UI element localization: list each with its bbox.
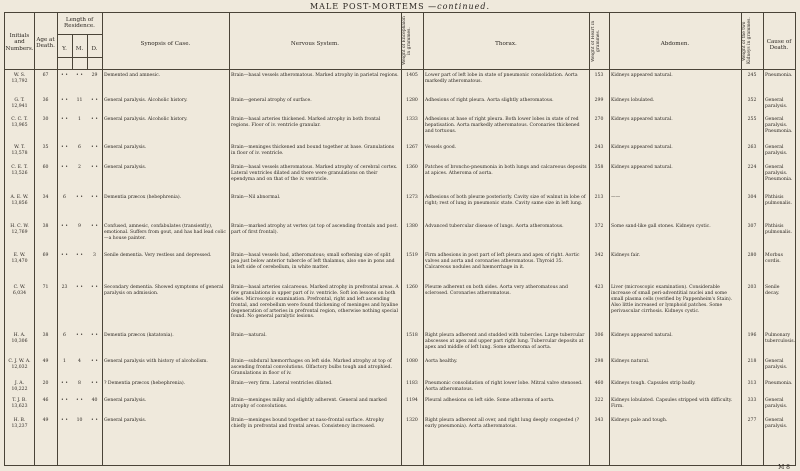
cell-years: 6: [63, 333, 66, 338]
cell-kidney-weight: 245: [747, 73, 757, 78]
cell-nervous-system: Brain—meninges thickened and bound together at base. Granulations in floor of iv. ventricle.: [231, 145, 395, 156]
cell-abdomen: Kidneys pale and tough.: [611, 418, 668, 423]
cell-cause: Pulmonary tuberculosis.: [765, 333, 796, 344]
cell-months: 6: [78, 145, 81, 150]
cell-synopsis: General paralysis.: [104, 418, 147, 423]
cell-initials: H. A. 10,306: [6, 333, 33, 345]
cell-brain-weight: 1380: [406, 224, 418, 229]
cell-abdomen: Some sand-like gall stones. Kidneys cystic.: [611, 224, 711, 229]
cell-thorax: Pleuræ adherent on both sides. Aorta very atheromatous and sclerosed. Coronaries atheromatous.: [425, 285, 568, 296]
cell-nervous-system: Brain—meninges bound together at naso-frontal surface. Atrophy chiefly in prefrontal and frontal areas. Consistency increased.: [231, 418, 384, 429]
cell-heart-weight: 270: [594, 117, 604, 122]
cell-age: 34: [42, 195, 49, 200]
cell-heart-weight: 423: [594, 285, 604, 290]
cell-kidney-weight: 255: [747, 117, 757, 122]
cell-years: • •: [61, 98, 68, 103]
cell-kidney-weight: 196: [747, 333, 757, 338]
cell-heart-weight: 299: [594, 98, 604, 103]
cell-kidney-weight: 277: [747, 418, 757, 423]
cell-nervous-system: Brain—Nil abnormal.: [231, 195, 281, 200]
cell-months: • •: [76, 285, 83, 290]
cell-cause: General paralysis.: [765, 359, 788, 370]
cell-months: 8: [78, 381, 81, 386]
page-footer: M 8: [778, 464, 790, 471]
cell-synopsis: Confused, amnesic, confabulates (transiently), emotional. Suffers from gout, and has had lead colic —a house painter.: [104, 224, 226, 241]
cell-age: 20: [42, 381, 49, 386]
header-m: M.: [75, 46, 84, 52]
cell-thorax: Vessels good.: [425, 145, 457, 150]
cell-months: 9: [78, 224, 81, 229]
cell-thorax: Adhesions of right pleura. Aorta slightly atheromatous.: [425, 98, 554, 103]
cell-synopsis: Senile dementia. Very restless and depressed.: [104, 253, 212, 258]
cell-thorax: Advanced tubercular disease of lungs. Aorta atheromatous.: [425, 224, 564, 229]
cell-heart-weight: 213: [594, 195, 604, 200]
cell-heart-weight: 243: [594, 145, 604, 150]
cell-cause: Phthisis pulmonalis.: [765, 195, 792, 206]
cell-years: • •: [61, 224, 68, 229]
cell-thorax: Firm adhesions in post part of left pleura and apex of right. Aortic valves and aorta and coronaries atheromatous. Thyroid 35. Calcareous nodules and hæmorrhage in it.: [425, 253, 580, 270]
cell-months: 10: [76, 418, 83, 423]
cell-cause: Pneumonia.: [765, 73, 793, 78]
header-heart-weight: Weight of Heart in grammes.: [591, 20, 601, 62]
case-number: 13,856: [11, 200, 28, 206]
cell-days: • •: [91, 145, 98, 150]
cell-kidney-weight: 203: [747, 285, 757, 290]
cell-years: • •: [61, 73, 68, 78]
cell-synopsis: General paralysis. Alcoholic history.: [104, 117, 188, 122]
case-number: 6,034: [12, 290, 27, 296]
cell-nervous-system: Brain—meninges milky and slightly adherent. General and marked atrophy of convolutions.: [231, 398, 387, 409]
cell-nervous-system: Brain—marked atrophy at vertex (at top of ascending frontals and post. part of first frontal).: [231, 224, 399, 235]
cell-cause: General paralysis.: [765, 98, 788, 109]
cell-age: 38: [42, 224, 49, 229]
cell-initials: C. W. 6,034: [6, 285, 33, 297]
cell-synopsis: Dementia præcox (katatonia).: [104, 333, 174, 338]
cell-years: • •: [61, 398, 68, 403]
cell-age: 71: [42, 285, 49, 290]
cell-age: 49: [42, 418, 49, 423]
cell-nervous-system: Brain—basal arteries thickened. Marked atrophy in both frontal regions. Floor of iv. ventricle granular.: [231, 117, 381, 128]
cell-initials: C. C. T. 13,965: [6, 117, 33, 129]
cell-kidney-weight: 263: [747, 145, 757, 150]
case-number: 12,769: [11, 229, 28, 235]
header-initials: Initials and Numbers.: [5, 33, 34, 52]
cell-days: • •: [91, 117, 98, 122]
cell-brain-weight: 1360: [406, 165, 418, 170]
cell-brain-weight: 1333: [406, 117, 418, 122]
cell-brain-weight: 1194: [406, 398, 418, 403]
cell-initials: T. J. B. 13,623: [6, 398, 33, 410]
cell-thorax: Pneumonic consolidation of right lower lobe. Mitral valve stenosed. Aorta atheromatous.: [425, 381, 583, 392]
cell-cause: Morbus cordis.: [765, 253, 783, 264]
cell-brain-weight: 1267: [406, 145, 418, 150]
case-number: 12,941: [11, 103, 28, 109]
header-y: Y.: [62, 46, 67, 52]
cell-age: 69: [42, 253, 49, 258]
header-synopsis: Synopsis of Case.: [140, 41, 191, 47]
cell-synopsis: General paralysis.: [104, 145, 147, 150]
cell-age: 30: [42, 117, 49, 122]
cell-initials: W. T. 13,578: [6, 145, 33, 157]
cell-cause: Phthisis pulmonalis.: [765, 224, 792, 235]
cell-brain-weight: 1519: [406, 253, 418, 258]
cell-abdomen: Kidneys tough. Capsules strip badly.: [611, 381, 696, 386]
cell-months: • •: [76, 333, 83, 338]
header-nervous: Nervous System.: [290, 41, 340, 47]
cell-years: • •: [61, 418, 68, 423]
cell-thorax: Lower part of left lobe in state of pneumonic consolidation. Aorta markedly atheromatous.: [425, 73, 578, 84]
cell-cause: General paralysis. Pneumonia.: [765, 117, 793, 134]
cell-initials: W. S. 13,792: [6, 73, 33, 85]
case-number: 12,032: [11, 364, 28, 370]
cell-synopsis: Dementia præcox (hebephrenia).: [104, 195, 182, 200]
cell-cause: General paralysis.: [765, 398, 788, 409]
cell-heart-weight: 306: [594, 333, 604, 338]
cell-heart-weight: 343: [594, 418, 604, 423]
cell-months: • •: [76, 253, 83, 258]
cell-years: • •: [61, 253, 68, 258]
cell-abdomen: Liver (microscopic examination). Considerable increase of small peri-adventitial nuclei and some small plasma cells (verified by Pappenheim's Stain). Also little increased or lymphoid patches. Some perivascular cirrhosis. Kidneys cystic.: [611, 285, 733, 314]
cell-cause: Senile decay.: [765, 285, 780, 296]
cell-heart-weight: 358: [594, 165, 604, 170]
case-number: 13,623: [11, 403, 28, 409]
cell-heart-weight: 322: [594, 398, 604, 403]
cell-initials: H. C. W. 12,769: [6, 224, 33, 236]
case-number: 13,965: [11, 122, 28, 128]
cell-synopsis: General paralysis.: [104, 165, 147, 170]
header-age: Age at Death.: [36, 37, 55, 50]
cell-abdomen: ——: [611, 195, 621, 200]
cell-abdomen: Kidneys fair.: [611, 253, 640, 258]
cell-months: • •: [76, 398, 83, 403]
cell-thorax: Patches of broncho-pneumonia in both lungs and calcareous deposits at apices. Atheroma of aorta.: [425, 165, 587, 176]
cell-thorax: Adhesions of both pleuræ posteriorly. Cavity size of walnut in lobe of right; rest of lung in pneumonic state. Cavity same size in left lung.: [425, 195, 586, 206]
cell-nervous-system: Brain—very firm. Lateral ventricles dilated.: [231, 381, 333, 386]
cell-thorax: Right pleura adherent all over, and right lung deeply congested (? early pneumonia). Aorta atheromatous.: [425, 418, 580, 429]
cell-brain-weight: 1080: [406, 359, 418, 364]
cell-synopsis: General paralysis with history of alcoholism.: [104, 359, 208, 364]
cell-kidney-weight: 333: [747, 398, 757, 403]
cell-brain-weight: 1273: [406, 195, 418, 200]
case-number: 13,237: [11, 423, 28, 429]
header-d: D.: [91, 46, 98, 52]
case-number: 13,792: [11, 78, 28, 84]
cell-synopsis: General paralysis. Alcoholic history.: [104, 98, 188, 103]
cell-synopsis: ? Dementia præcox (hebephrenia).: [104, 381, 186, 386]
cell-months: 2: [78, 165, 81, 170]
cell-days: 40: [91, 398, 98, 403]
cell-years: • •: [61, 165, 68, 170]
cell-age: 46: [42, 398, 49, 403]
cell-abdomen: Kidneys appeared natural.: [611, 165, 673, 170]
cell-abdomen: Kidneys natural.: [611, 359, 650, 364]
cell-days: • •: [91, 285, 98, 290]
cell-cause: General paralysis.: [765, 418, 788, 429]
cell-initials: G. T. 12,941: [6, 98, 33, 110]
cell-heart-weight: 372: [594, 224, 604, 229]
cell-age: 36: [42, 98, 49, 103]
post-mortem-table: [4, 12, 796, 466]
cell-abdomen: Kidneys lobulated. Capsules stripped with difficulty. Firm.: [611, 398, 733, 409]
cell-years: • •: [61, 117, 68, 122]
cell-age: 35: [42, 145, 49, 150]
cell-thorax: Aorta healthy.: [425, 359, 458, 364]
case-number: 13,470: [11, 258, 28, 264]
cell-brain-weight: 1518: [406, 333, 418, 338]
cell-kidney-weight: 218: [747, 359, 757, 364]
cell-days: • •: [91, 165, 98, 170]
cell-initials: A. E. W. 13,856: [6, 195, 33, 207]
cell-thorax: Right pleura adherent and studded with tubercles. Large tubercular abscesses at apex and upper part right lung. Tubercular deposits at apex and middle of left lung. Some atheroma of aorta.: [425, 333, 585, 350]
cell-thorax: Pleural adhesions on left side. Some atheroma of aorta.: [425, 398, 555, 403]
cell-nervous-system: Brain—basal vessels atheromatous. Marked atrophy in parietal regions.: [231, 73, 399, 78]
cell-brain-weight: 1260: [406, 285, 418, 290]
cell-cause: General paralysis. Pneumonia.: [765, 165, 793, 182]
cell-years: 1: [63, 359, 66, 364]
cell-nervous-system: Brain—natural.: [231, 333, 267, 338]
case-number: 10,222: [11, 386, 28, 392]
header-length: Length of Residence.: [64, 17, 95, 30]
cell-days: 3: [93, 253, 96, 258]
header-kidney-weight: Weight of the two Kidneys in grammes.: [742, 17, 752, 65]
cell-brain-weight: 1405: [406, 73, 418, 78]
cell-kidney-weight: 304: [747, 195, 757, 200]
cell-days: • •: [91, 224, 98, 229]
cell-thorax: Adhesions at base of right pleura. Both lower lobes in state of red hepatisation. Aorta markedly atheromatous. Coronaries thickened and tortuous.: [425, 117, 580, 134]
cell-age: 49: [42, 359, 49, 364]
page-title: MALE POST-MORTEMS —continued.: [309, 2, 491, 11]
cell-heart-weight: 153: [594, 73, 604, 78]
case-number: 10,306: [11, 338, 28, 344]
cell-kidney-weight: 280: [747, 253, 757, 258]
cell-days: 29: [91, 73, 98, 78]
cell-months: 11: [76, 98, 83, 103]
cell-brain-weight: 1320: [406, 418, 418, 423]
cell-synopsis: Secondary dementia. Showed symptoms of general paralysis on admission.: [104, 285, 224, 296]
cell-years: • •: [61, 145, 68, 150]
cell-abdomen: Kidneys appeared natural.: [611, 73, 673, 78]
cell-age: 67: [42, 73, 49, 78]
cell-initials: C. J. W. A. 12,032: [6, 359, 33, 371]
cell-nervous-system: Brain—subdural hæmorrhages on left side. Marked atrophy at top of ascending frontal convolutions. Olfactory bulbs tough and atrophied. Granulations in floor of iv.: [231, 359, 392, 376]
cell-heart-weight: 342: [594, 253, 604, 258]
cell-heart-weight: 298: [594, 359, 604, 364]
cell-months: • •: [76, 73, 83, 78]
cell-age: 60: [42, 165, 49, 170]
cell-days: • •: [91, 359, 98, 364]
cell-synopsis: Demented and amnesic.: [104, 73, 161, 78]
cell-kidney-weight: 224: [747, 165, 757, 170]
cell-years: 23: [61, 285, 68, 290]
cell-abdomen: Kidneys appeared natural.: [611, 333, 673, 338]
cell-kidney-weight: 352: [747, 98, 757, 103]
cell-years: • •: [61, 381, 68, 386]
cell-age: 38: [42, 333, 49, 338]
cell-abdomen: Kidneys appeared natural.: [611, 117, 673, 122]
cell-years: 6: [63, 195, 66, 200]
header-abdomen: Abdomen.: [660, 41, 690, 47]
header-brain-weight: Weight of Encephalon in grammes.: [402, 16, 412, 66]
header-cause: Cause of Death.: [766, 39, 792, 52]
cell-months: 1: [78, 117, 81, 122]
cell-initials: J. A. 10,222: [6, 381, 33, 393]
cell-synopsis: General paralysis.: [104, 398, 147, 403]
cell-abdomen: Kidneys lobulated.: [611, 98, 655, 103]
cell-initials: E. W. 13,470: [6, 253, 33, 265]
cell-months: • •: [76, 195, 83, 200]
case-number: 13,526: [11, 170, 28, 176]
cell-days: • •: [91, 333, 98, 338]
cell-brain-weight: 1183: [406, 381, 418, 386]
case-number: 13,578: [11, 150, 28, 156]
cell-abdomen: Kidneys appeared natural.: [611, 145, 673, 150]
cell-initials: H. B. 13,237: [6, 418, 33, 430]
header-thorax: Thorax.: [495, 41, 517, 47]
cell-nervous-system: Brain—basal vessels atheromatous. Marked atrophy of cerebral cortex. Lateral ventricles dilated and there were granulations on their ependyma and on that of the iv. ventricle.: [231, 165, 398, 182]
cell-initials: C. E. T. 13,526: [6, 165, 33, 177]
cell-heart-weight: 460: [594, 381, 604, 386]
cell-days: • •: [91, 381, 98, 386]
cell-nervous-system: Brain—basal arteries calcareous. Marked atrophy in prefrontal areas. A few granulations in upper part of iv. ventricle. Soft ion lessons on both sides. Microscopic examination. Prefrontal, right and left ascending frontal, and cerebellum were found thickening of meninges and hyaline degeneration of arteries in prefrontal region, otherwise nothing special found. No general paralytic lesions.: [231, 285, 399, 320]
cell-days: • •: [91, 98, 98, 103]
cell-kidney-weight: 307: [747, 224, 757, 229]
cell-cause: General paralysis.: [765, 145, 788, 156]
cell-nervous-system: Brain—general atrophy of surface.: [231, 98, 312, 103]
cell-cause: Pneumonia.: [765, 381, 793, 386]
cell-brain-weight: 1280: [406, 98, 418, 103]
cell-nervous-system: Brain—basal vessels bad, atheromatous; small softening size of split pea just below anterior tubercle of left thalamus, also one in pons and in left side of cerebellum, in white matter.: [231, 253, 395, 270]
cell-kidney-weight: 313: [747, 381, 757, 386]
cell-days: • •: [91, 195, 98, 200]
cell-days: • •: [91, 418, 98, 423]
cell-months: 4: [78, 359, 81, 364]
